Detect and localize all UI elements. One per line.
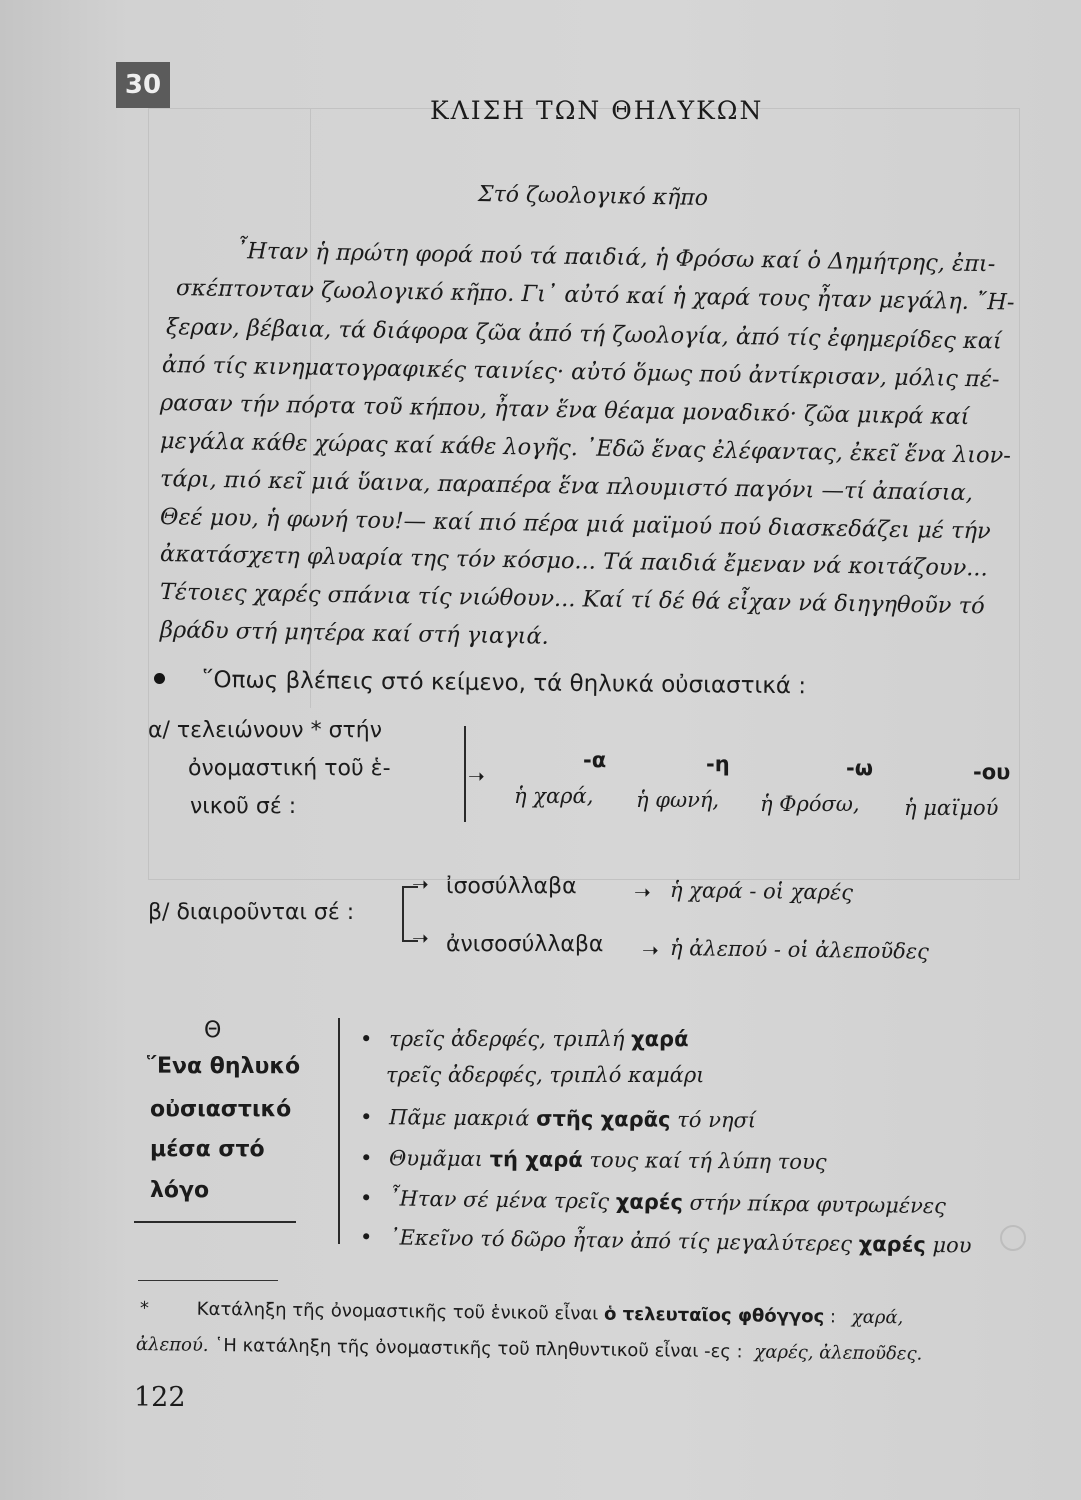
paragraph-line: Τέτοιες χαρές σπάνια τίς νιώθουν... Καί τί δέ θά εἶχαν νά διηγηθοῦν τό xyxy=(159,579,985,620)
ending-label: -η xyxy=(706,752,730,776)
type-isosyllabic: ἰσοσύλλαβα xyxy=(446,874,577,899)
observation-text: ῞Οπως βλέπεις στό κείμενο, τά θηλυκά οὐσιαστικά : xyxy=(201,667,807,700)
paragraph-line: σκέπτονταν ζωολογικό κῆπο. Γι᾽ αὐτό καί ἡ χαρά τους ἦταν μεγάλη. ῎Η- xyxy=(175,275,1015,316)
ending-label: -ω xyxy=(846,756,873,780)
example-bold: τή χαρά xyxy=(489,1147,583,1172)
ending-example: ἡ Φρόσω, xyxy=(760,792,860,816)
example-text: τρεῖς ἀδερφές, τριπλό καμάρι xyxy=(386,1063,705,1087)
example-text: ῏Ηταν σέ μένα τρεῖς xyxy=(388,1186,617,1214)
bullet-icon xyxy=(154,673,165,684)
box-title-line: λόγο xyxy=(150,1178,210,1203)
paragraph-line: ξεραν, βέβαια, τά διάφορα ζῶα ἀπό τή ζωολογία, ἀπό τίς ἐφημερίδες καί xyxy=(165,314,1003,355)
footnote-italic: χαρές, ἀλεποῦδες. xyxy=(754,1341,923,1365)
rule-a-bracket xyxy=(464,726,466,822)
box-title-line: οὐσιαστικό xyxy=(150,1097,292,1122)
footnote-text: Κατάληξη τῆς ὀνομαστικῆς τοῦ ἑνικοῦ εἶναι xyxy=(196,1298,605,1325)
footnote-bold: ὁ τελευταῖος φθόγγος xyxy=(603,1303,825,1328)
rule-a-line: νικοῦ σέ : xyxy=(190,794,297,819)
footnote-text: ῾Η κατάληξη τῆς ὀνομαστικῆς τοῦ πληθυντικοῦ εἶναι -ες : xyxy=(208,1334,743,1363)
example-text: τό νησί xyxy=(670,1107,757,1133)
example-text: μου xyxy=(925,1232,972,1258)
example-bullet: • xyxy=(360,1027,373,1051)
ending-label: -ου xyxy=(973,760,1011,784)
box-title-line: ῞Ενα θηλυκό xyxy=(146,1054,301,1079)
paragraph-line: τάρι, πιό κεῖ μιά ὕαινα, παραπέρα ἕνα πλουμιστό παγόνι —τί ἀπαίσια, xyxy=(159,466,974,507)
paragraph-line: μεγάλα κάθε χώρας καί κάθε λογῆς. ᾽Εδῶ ἕνας ἐλέφαντας, ἐκεῖ ἕνα λιον- xyxy=(159,428,1012,469)
section-subtitle: Στό ζωολογικό κῆπο xyxy=(477,181,709,212)
box-symbol: Θ xyxy=(204,1018,222,1043)
example-bullet: • xyxy=(359,1225,373,1250)
paragraph-line: ῏Ηταν ἡ πρώτη φορά πού τά παιδιά, ἡ Φρόσω καί ὁ Δημήτρης, ἐπι- xyxy=(235,238,996,278)
box-underline xyxy=(134,1221,296,1223)
box-example xyxy=(360,1146,827,1174)
example-bold: χαρές xyxy=(615,1189,684,1215)
example-bold: χαρές xyxy=(858,1231,926,1257)
rule-a-line: ὀνομαστική τοῦ ἑ- xyxy=(188,756,391,781)
rule-b-bracket xyxy=(402,886,404,942)
show-through-circle xyxy=(1000,1225,1026,1251)
paragraph-line: ἀπό τίς κινηματογραφικές ταινίες· αὐτό ὅμως πού ἀντίκρισαν, μόλις πέ- xyxy=(161,352,1000,393)
example-bold: χαρά xyxy=(631,1027,689,1051)
example-bold: στῆς χαρᾶς xyxy=(536,1106,671,1132)
footnote-star: * xyxy=(139,1298,150,1320)
type-anisosyllabic: ἀνισοσύλλαβα xyxy=(446,932,604,957)
footnote-italic: χαρά, xyxy=(851,1306,904,1329)
arrow-right-icon: ➝ xyxy=(642,938,659,962)
rule-a-line: α/ τελειώνουν * στήν xyxy=(148,718,382,743)
footnote-text: : xyxy=(824,1306,837,1328)
box-divider xyxy=(338,1018,340,1244)
paragraph-line: Θεέ μου, ἡ φωνή του!— καί πιό πέρα μιά μαϊμού πού διασκεδάζει μέ τήν xyxy=(159,504,991,545)
arrow-right-icon: ➝ xyxy=(412,872,429,896)
example-text: στήν πίκρα φυτρωμένες xyxy=(682,1190,947,1219)
lesson-number-badge: 30 xyxy=(116,62,170,108)
paragraph-line: ρασαν τήν πόρτα τοῦ κήπου, ἦταν ἕνα θέαμα μοναδικό· ζῶα μικρά καί xyxy=(159,390,970,431)
example-text: ᾽Εκεῖνο τό δῶρο ἦταν ἀπό τίς μεγαλύτερες xyxy=(388,1225,859,1256)
arrow-right-icon: ➝ xyxy=(634,880,651,904)
type-example: ἡ χαρά - οἱ χαρές xyxy=(669,878,854,905)
ending-label: -α xyxy=(583,748,607,772)
footnote-line xyxy=(136,1334,923,1365)
page-number: 122 xyxy=(134,1382,186,1413)
example-text: Θυμᾶμαι xyxy=(388,1146,490,1172)
ending-example: ἡ μαϊμού xyxy=(904,796,999,820)
box-example xyxy=(360,1105,756,1132)
box-example xyxy=(360,1186,946,1218)
example-bullet: • xyxy=(359,1186,373,1211)
page-title: ΚΛΙΣΗ ΤΩΝ ΘΗΛΥΚΩΝ xyxy=(430,96,764,125)
ending-example: ἡ φωνή, xyxy=(636,788,720,812)
arrow-right-icon: ➝ xyxy=(412,926,429,950)
box-example xyxy=(360,1027,689,1051)
paragraph-line: βράδυ στή μητέρα καί στή γιαγιά. xyxy=(159,617,550,650)
rule-b-label: β/ διαιροῦνται σέ : xyxy=(148,900,355,925)
example-text: τους καί τή λύπη τους xyxy=(582,1147,827,1175)
ending-example: ἡ χαρά, xyxy=(514,784,594,808)
example-text: τρεῖς ἀδερφές, τριπλή xyxy=(389,1027,632,1051)
type-example: ἡ ἀλεπού - οἱ ἀλεποῦδες xyxy=(669,936,930,964)
arrow-right-icon: ➝ xyxy=(468,764,485,788)
footnote-italic: ἀλεπού. xyxy=(135,1334,209,1356)
example-bullet: • xyxy=(359,1146,373,1171)
box-example xyxy=(386,1063,704,1087)
box-example xyxy=(360,1225,972,1258)
paragraph-line: ἀκατάσχετη φλυαρία της τόν κόσμο... Τά παιδιά ἔμεναν νά κοιτάζουν... xyxy=(159,541,988,582)
footnote-line xyxy=(140,1298,904,1328)
example-bullet: • xyxy=(359,1105,373,1130)
example-text: Πᾶμε μακριά xyxy=(388,1105,537,1131)
box-title-line: μέσα στό xyxy=(150,1137,265,1162)
footnote-rule xyxy=(138,1280,278,1281)
